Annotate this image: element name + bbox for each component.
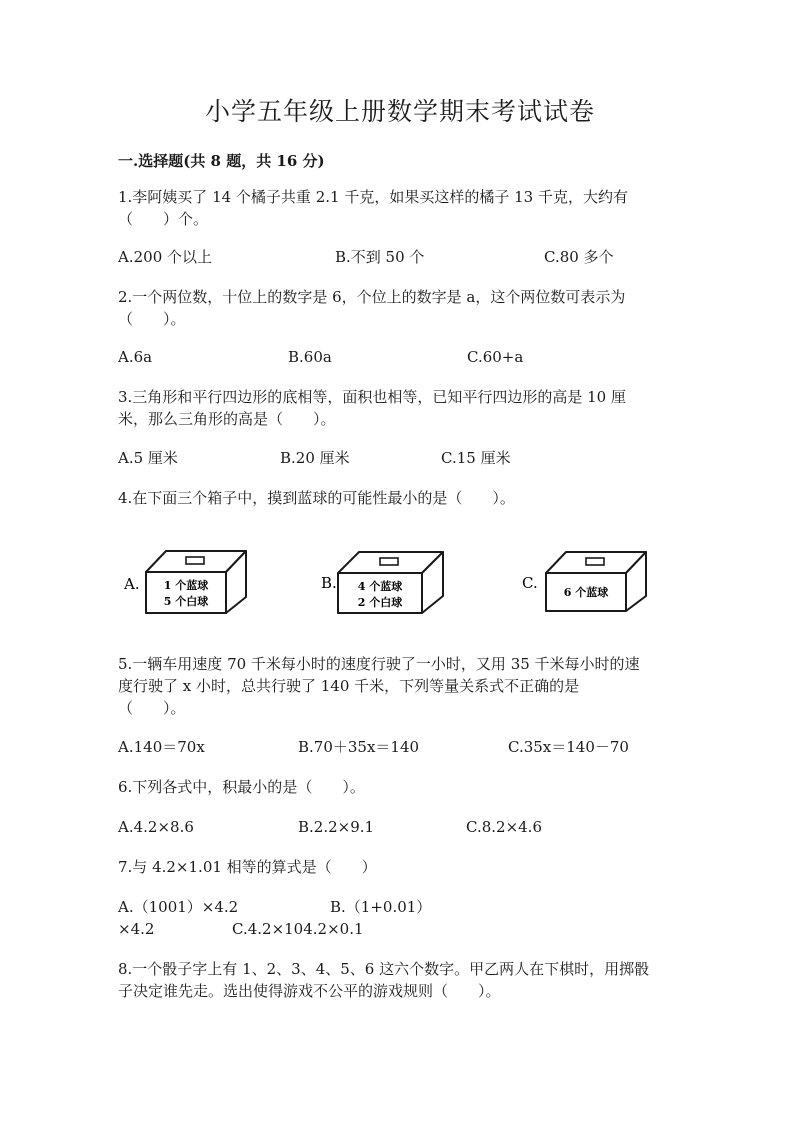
question-7 <box>118 856 678 878</box>
section-heading: 一.选择题(共 8 题，共 16 分) <box>118 152 325 170</box>
box-b-label: B. <box>321 574 337 592</box>
exam-title: 小学五年级上册数学期末考试试卷 <box>204 97 595 126</box>
question-6-options <box>118 816 698 838</box>
question-7-options-row-2 <box>118 918 698 940</box>
question-5-line-2: 度行驶了 x 小时，总共行驶了 140 千米，下列等量关系式不正确的是 <box>118 677 580 695</box>
question-3-line-1: 3.三角形和平行四边形的底相等，面积也相等，已知平行四边形的高是 10 厘 <box>118 388 626 406</box>
option-a[interactable]: A.4.2×8.6 <box>118 818 194 836</box>
box-a-label: A. <box>124 575 140 593</box>
question-8-line-1: 8.一个骰子字上有 1、2、3、4、5、6 这六个数字。甲乙两人在下棋时，用掷骰 <box>118 960 650 978</box>
box-b[interactable] <box>321 552 443 613</box>
question-2 <box>118 286 678 330</box>
question-3-line-2: 米，那么三角形的高是（ ）。 <box>118 410 336 428</box>
question-3-options <box>118 447 698 469</box>
option-b[interactable]: B.2.2×9.1 <box>298 818 375 836</box>
box-a[interactable] <box>123 551 246 613</box>
option-b[interactable]: B.（1+0.01） <box>330 898 432 916</box>
question-1-line-2: （ ）个。 <box>118 210 209 228</box>
option-c[interactable]: C.15 厘米 <box>441 449 511 467</box>
option-c[interactable]: C.8.2×4.6 <box>466 818 542 836</box>
box-c-line-1: 6 个蓝球 <box>563 586 609 599</box>
option-a[interactable]: A.140＝70x <box>118 738 205 756</box>
question-4-line-1: 4.在下面三个箱子中，摸到蓝球的可能性最小的是（ ）。 <box>118 489 515 507</box>
question-5 <box>118 653 678 719</box>
question-2-line-2: （ ）。 <box>118 310 186 328</box>
option-b[interactable]: B.60a <box>288 348 332 366</box>
question-8-line-2: 子决定谁先走。选出使得游戏不公平的游戏规则（ ）。 <box>118 982 501 1000</box>
question-1-options <box>118 246 698 268</box>
question-4 <box>118 487 678 509</box>
option-b[interactable]: B.70＋35x＝140 <box>298 738 420 756</box>
option-b-continued[interactable]: ×4.2 <box>118 920 155 938</box>
question-2-line-1: 2.一个两位数，十位上的数字是 6，个位上的数字是 a，这个两位数可表示为 <box>118 288 626 306</box>
question-8 <box>118 958 678 1002</box>
question-2-options <box>118 346 698 368</box>
question-6-line-1: 6.下列各式中，积最小的是（ ）。 <box>118 778 365 796</box>
option-a[interactable]: A.6a <box>118 348 153 366</box>
option-a[interactable]: A.5 厘米 <box>118 449 178 467</box>
question-7-options-row-1 <box>118 896 698 918</box>
option-c[interactable]: C.60+a <box>467 348 524 366</box>
box-c[interactable] <box>522 552 646 611</box>
box-a-line-1: 1 个蓝球 <box>163 579 209 592</box>
question-5-line-1: 5.一辆车用速度 70 千米每小时的速度行驶了一小时，又用 35 千米每小时的速 <box>118 655 640 673</box>
question-1 <box>118 186 678 230</box>
option-c[interactable]: C.4.2×104.2×0.1 <box>232 920 364 938</box>
option-a[interactable]: A.200 个以上 <box>118 248 212 266</box>
option-c[interactable]: C.80 多个 <box>544 248 614 266</box>
boxes-figure <box>110 545 670 625</box>
option-c[interactable]: C.35x＝140－70 <box>508 738 629 756</box>
box-a-line-2: 5 个白球 <box>163 595 209 608</box>
question-5-options <box>118 736 698 758</box>
box-b-line-2: 2 个白球 <box>357 596 403 609</box>
question-6 <box>118 776 678 798</box>
question-5-line-3: （ ）。 <box>118 699 186 717</box>
option-b[interactable]: B.不到 50 个 <box>335 248 425 266</box>
option-b[interactable]: B.20 厘米 <box>280 449 350 467</box>
option-a[interactable]: A.（1001）×4.2 <box>118 898 239 916</box>
question-3 <box>118 386 678 430</box>
box-c-label: C. <box>522 574 538 592</box>
question-1-line-1: 1.李阿姨买了 14 个橘子共重 2.1 千克，如果买这样的橘子 13 千克，大约有 <box>118 188 628 206</box>
question-7-line-1: 7.与 4.2×1.01 相等的算式是（ ） <box>118 858 377 876</box>
box-b-line-1: 4 个蓝球 <box>357 580 403 593</box>
